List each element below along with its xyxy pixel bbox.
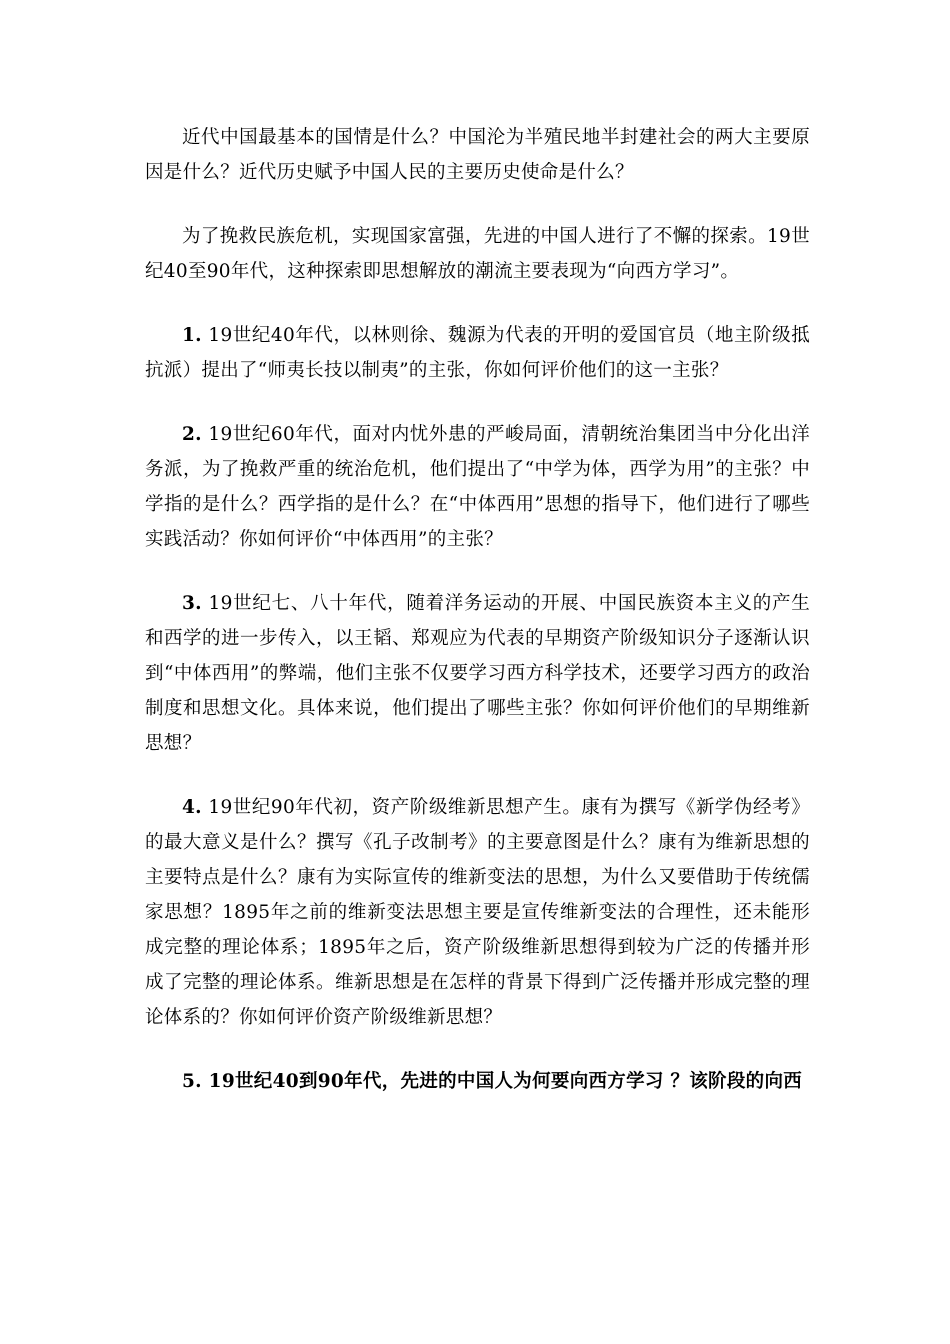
question-number: 3. (182, 593, 202, 614)
question-number: 2. (182, 424, 202, 445)
question-text: 19世纪七、八十年代，随着洋务运动的开展、中国民族资本主义的产生和西学的进一步传入，以王韬、郑观应为代表的早期资产阶级知识分子逐渐认识到“中体西用”的弊端，他们主张不仅要学习西方科学技术，还要学习西方的政治制度和思想文化。具体来说，他们提出了哪些主张？你如何评价他们的早期维新思想？ (145, 593, 810, 754)
paragraph-text: 近代中国最基本的国情是什么？中国沦为半殖民地半封建社会的两大主要原因是什么？近代历史赋予中国人民的主要历史使命是什么？ (145, 127, 810, 183)
question-3 (145, 586, 810, 761)
question-1 (145, 318, 810, 388)
question-text: 19世纪40到90年代，先进的中国人为何要向西方学习 ？该阶段的向西 (201, 1071, 803, 1092)
paragraph-text: 为了挽救民族危机，实现国家富强，先进的中国人进行了不懈的探索。19世纪40至90年代，这种探索即思想解放的潮流主要表现为“向西方学习”。 (145, 226, 810, 282)
question-number: 1. (182, 325, 202, 346)
question-number: 5. (182, 1071, 202, 1092)
question-text: 19世纪90年代初，资产阶级维新思想产生。康有为撰写《新学伪经考》的最大意义是什么？撰写《孔子改制考》的主要意图是什么？康有为维新思想的主要特点是什么？康有为实际宣传的维新变法的思想，为什么又要借助于传统儒家思想？1895年之前的维新变法思想主要是宣传维新变法的合理性，还未能形成完整的理论体系；1895年之后，资产阶级维新思想得到较为广泛的传播并形成了完整的理论体系。维新思想是在怎样的背景下得到广泛传播并形成完整的理论体系的？你如何评价资产阶级维新思想？ (145, 797, 810, 1028)
question-text: 19世纪40年代，以林则徐、魏源为代表的开明的爱国官员（地主阶级抵抗派）提出了“师夷长技以制夷”的主张，你如何评价他们的这一主张？ (145, 325, 810, 381)
paragraph-intro-questions (145, 120, 810, 190)
question-number: 4. (182, 797, 202, 818)
question-5 (145, 1064, 810, 1099)
question-text: 19世纪60年代，面对内忧外患的严峻局面，清朝统治集团当中分化出洋务派，为了挽救严重的统治危机，他们提出了“中学为体，西学为用”的主张？中学指的是什么？西学指的是什么？在“中体西用”思想的指导下，他们进行了哪些实践活动？你如何评价“中体西用”的主张？ (145, 424, 810, 550)
paragraph-context (145, 219, 810, 289)
document-body (145, 120, 810, 1128)
question-2 (145, 417, 810, 557)
question-4 (145, 790, 810, 1035)
